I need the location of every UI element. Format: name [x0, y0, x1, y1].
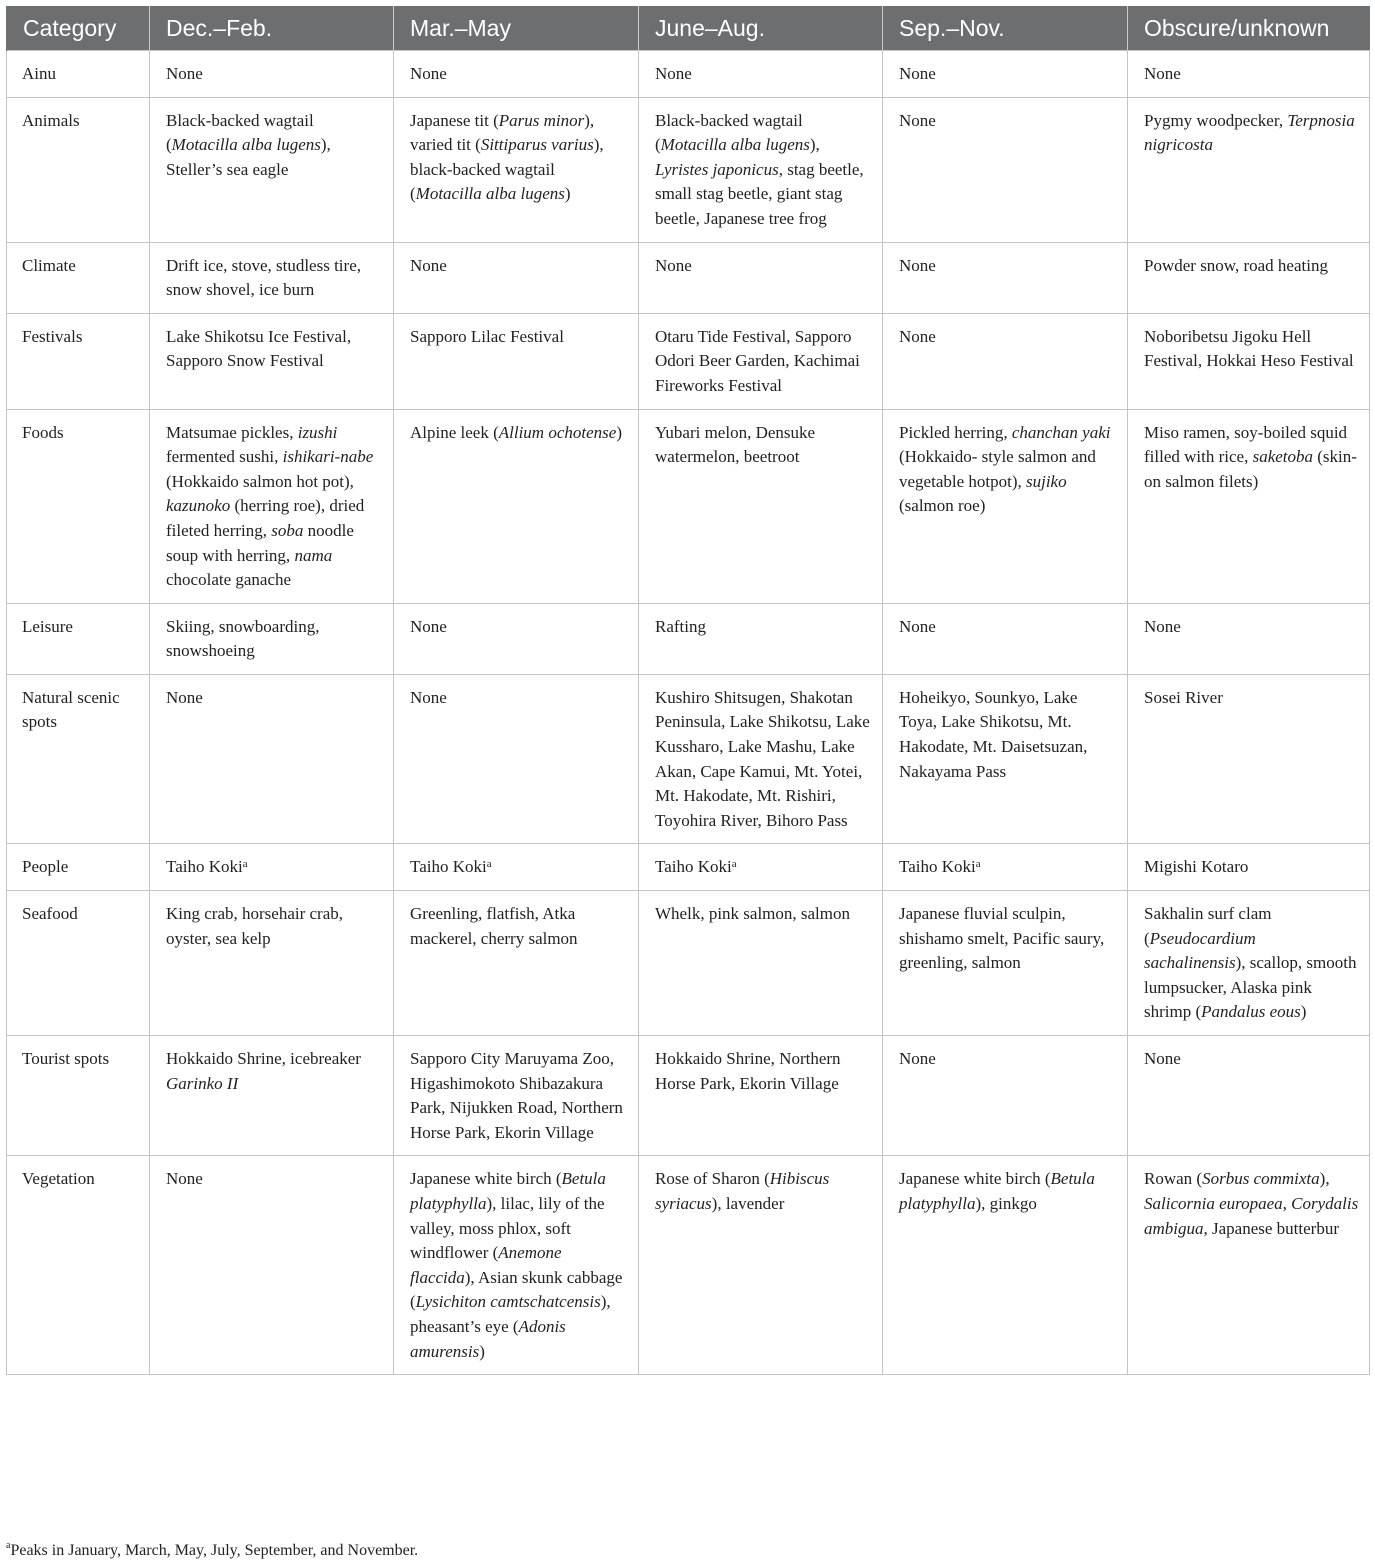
table-cell	[883, 1036, 1128, 1156]
cell-text: ), Steller’s sea eagle	[166, 135, 331, 179]
cell-text: Miso ramen, soy-boiled squid filled with rice,	[1144, 422, 1348, 467]
cell-text: Hokkaido Shrine, icebreaker	[166, 1049, 361, 1068]
italic-text: Pseudocardium sachalinensis	[1144, 928, 1256, 973]
cell-text: (salmon roe)	[899, 496, 986, 516]
footnote-marker: a	[6, 1540, 11, 1551]
table-cell	[639, 97, 883, 242]
cell-text: None	[166, 687, 203, 707]
category-cell: Animals	[7, 97, 150, 242]
cell-text: None	[410, 687, 447, 707]
table-cell	[150, 844, 394, 891]
footnote-ref: a	[486, 858, 492, 871]
category-cell: Seafood	[7, 891, 150, 1036]
cell-text: Sakhalin surf clam (	[1144, 904, 1272, 948]
footnote-ref: a	[242, 858, 248, 871]
table-cell	[1128, 242, 1370, 313]
cell-text: None	[899, 1049, 936, 1068]
italic-text: Lysichiton camtschatcensis	[415, 1292, 601, 1312]
italic-text: sujiko	[1026, 471, 1067, 491]
category-cell: Natural scenic spots	[7, 674, 150, 844]
table-cell	[1128, 97, 1370, 242]
table-cell	[639, 674, 883, 844]
cell-text: ), ginkgo	[975, 1193, 1037, 1213]
cell-text: )	[1300, 1002, 1307, 1022]
table-cell	[1128, 891, 1370, 1036]
cell-text: None	[899, 326, 936, 346]
cell-text: Sapporo City Maruyama Zoo, Higashimokoto Shibazakura Park, Nijukken Road, Northern Horse Park, Ekorin Village	[410, 1049, 623, 1142]
table-cell	[394, 891, 639, 1036]
table-row	[7, 313, 1370, 409]
table-row	[7, 603, 1370, 674]
table-cell	[394, 674, 639, 844]
table-cell	[150, 1036, 394, 1156]
table-cell	[883, 313, 1128, 409]
cell-text: None	[166, 64, 203, 83]
cell-text: Hokkaido Shrine, Northern Horse Park, Ekorin Village	[655, 1049, 841, 1093]
header-sep-nov: Sep.–Nov.	[883, 6, 1128, 51]
cell-text: None	[899, 110, 936, 130]
cell-text: Pickled herring,	[899, 422, 1012, 442]
cell-text: ), Asian skunk cabbage (	[410, 1267, 623, 1312]
table-cell	[883, 603, 1128, 674]
cell-text: Rowan (	[1144, 1169, 1203, 1189]
cell-text: Japanese tit (	[410, 110, 499, 130]
cell-text: Yubari melon, Densuke watermelon, beetroot	[655, 422, 816, 467]
cell-text: Taiho Koki	[655, 857, 732, 877]
cell-text: (skin-on salmon filets)	[1144, 447, 1357, 491]
table-cell	[639, 1156, 883, 1375]
cell-text: Migishi Kotaro	[1144, 857, 1249, 877]
table-cell	[1128, 674, 1370, 844]
table-cell	[1128, 844, 1370, 891]
table-cell	[150, 1156, 394, 1375]
italic-text: Betula platyphylla	[410, 1169, 606, 1213]
cell-text: Matsumae pickles,	[166, 422, 298, 442]
cell-text: Rose of Sharon (	[655, 1169, 770, 1189]
table-cell	[394, 1036, 639, 1156]
cell-text: Taiho Koki	[899, 857, 976, 877]
category-cell: Festivals	[7, 313, 150, 409]
italic-text: soba	[271, 520, 304, 540]
cell-text: Black-backed wagtail (	[166, 110, 314, 155]
table-cell	[394, 1156, 639, 1375]
table-cell	[394, 844, 639, 891]
table-cell	[883, 674, 1128, 844]
cell-text: Greenling, flatfish, Atka mackerel, cherry salmon	[410, 904, 578, 948]
header-row	[7, 6, 1370, 51]
cell-text: ), black-backed wagtail (	[410, 135, 604, 204]
cell-text: , stag beetle, small stag beetle, giant stag beetle, Japanese tree frog	[655, 159, 864, 228]
italic-text: Terpnosia nigricosta	[1144, 110, 1355, 155]
table-cell	[150, 313, 394, 409]
table-cell	[1128, 603, 1370, 674]
category-cell: Climate	[7, 242, 150, 313]
cell-text: ),	[1319, 1169, 1330, 1189]
header-june-aug: June–Aug.	[639, 6, 883, 51]
cell-text: Rafting	[655, 616, 706, 636]
cell-text: None	[1144, 64, 1181, 83]
cell-text: ),	[809, 135, 820, 155]
table-cell	[150, 603, 394, 674]
italic-text: Salicornia europaea	[1144, 1193, 1283, 1213]
table-cell	[394, 97, 639, 242]
italic-text: Motacilla alba lugens	[415, 184, 565, 204]
italic-text: Corydalis ambigua	[1144, 1193, 1359, 1238]
cell-text: Whelk, pink salmon, salmon	[655, 904, 851, 924]
table-row	[7, 844, 1370, 891]
cell-text: )	[479, 1341, 485, 1361]
cell-text: None	[655, 255, 692, 275]
table-cell	[883, 97, 1128, 242]
table-cell	[150, 891, 394, 1036]
cell-text: Kushiro Shitsugen, Shakotan Peninsula, Lake Shikotsu, Lake Kussharo, Lake Mashu, Lake Akan, Cape Kamui, Mt. Yotei, Mt. Hakodate, Mt. Rishiri, Toyohira River, Bihoro Pass	[655, 687, 870, 830]
table-row	[7, 1036, 1370, 1156]
table-cell	[883, 891, 1128, 1036]
cell-text: Alpine leek (	[410, 422, 499, 442]
cell-text: Lake Shikotsu Ice Festival, Sapporo Snow Festival	[166, 326, 352, 371]
header-dec-feb: Dec.–Feb.	[150, 6, 394, 51]
table-cell	[639, 313, 883, 409]
cell-text: Drift ice, stove, studless tire, snow shovel, ice burn	[166, 255, 361, 300]
cell-text: Otaru Tide Festival, Sapporo Odori Beer Garden, Kachimai Fireworks Festival	[655, 326, 860, 395]
table-cell	[1128, 409, 1370, 603]
table-cell	[1128, 313, 1370, 409]
table-cell	[639, 409, 883, 603]
cell-text: None	[1144, 616, 1181, 636]
footnote	[6, 1542, 418, 1560]
italic-text: Sorbus commixta	[1202, 1169, 1320, 1189]
cell-text: None	[655, 64, 692, 83]
category-cell: Foods	[7, 409, 150, 603]
cell-text: Sosei River	[1144, 687, 1223, 707]
table-cell	[394, 242, 639, 313]
table-cell	[639, 844, 883, 891]
table-cell	[639, 1036, 883, 1156]
cell-text: None	[899, 64, 936, 83]
table-cell	[150, 97, 394, 242]
table-cell	[1128, 51, 1370, 98]
cell-text: )	[616, 422, 622, 442]
table-cell	[394, 603, 639, 674]
table-cell	[394, 51, 639, 98]
cell-text: Powder snow, road heating	[1144, 255, 1328, 275]
italic-text: Parus minor	[498, 110, 585, 130]
table-cell	[150, 242, 394, 313]
table-cell	[1128, 1156, 1370, 1375]
cell-text: Pygmy woodpecker,	[1144, 110, 1288, 130]
data-table	[6, 6, 1370, 1375]
cell-text: King crab, horsehair crab, oyster, sea kelp	[166, 904, 344, 948]
italic-text: Betula platyphylla	[899, 1169, 1095, 1213]
cell-text: noodle soup with herring,	[166, 520, 354, 565]
header-category: Category	[7, 6, 150, 51]
category-cell: Leisure	[7, 603, 150, 674]
italic-text: Hibiscus syriacus	[655, 1169, 830, 1213]
cell-text: Sapporo Lilac Festival	[410, 326, 564, 346]
cell-text: Hoheikyo, Sounkyo, Lake Toya, Lake Shikotsu, Mt. Hakodate, Mt. Daisetsuzan, Nakayama Pass	[899, 687, 1088, 781]
italic-text: Sittiparus varius	[480, 135, 594, 155]
italic-text: Anemone flaccida	[410, 1243, 562, 1287]
header-obscure-unknown: Obscure/unknown	[1128, 6, 1370, 51]
italic-text: kazunoko	[166, 496, 231, 516]
cell-text: Noboribetsu Jigoku Hell Festival, Hokkai Heso Festival	[1144, 326, 1354, 371]
italic-text: Garinko II	[166, 1073, 239, 1093]
cell-text: ,	[1282, 1193, 1292, 1213]
cell-text: None	[899, 616, 936, 636]
table-row	[7, 1156, 1370, 1375]
italic-text: Lyristes japonicus	[655, 159, 779, 179]
cell-text: fermented sushi,	[166, 447, 283, 467]
italic-text: chanchan yaki	[1011, 422, 1111, 442]
cell-text: Taiho Koki	[410, 857, 487, 877]
table-body	[7, 51, 1370, 1375]
cell-text: Skiing, snowboarding, snowshoeing	[166, 616, 320, 661]
table-cell	[150, 409, 394, 603]
cell-text: (Hokkaido salmon hot pot),	[166, 471, 354, 491]
cell-text: ), lavender	[711, 1193, 785, 1213]
cell-text: ), scallop, smooth lumpsucker, Alaska pink shrimp (	[1144, 953, 1357, 1022]
table-cell	[639, 891, 883, 1036]
table-cell	[150, 51, 394, 98]
cell-text: Taiho Koki	[166, 857, 243, 877]
table-row	[7, 409, 1370, 603]
table-cell	[150, 674, 394, 844]
table-cell	[394, 409, 639, 603]
header-mar-may: Mar.–May	[394, 6, 639, 51]
table-cell	[883, 409, 1128, 603]
cell-text: chocolate ganache	[166, 570, 292, 590]
cell-text: Black-backed wagtail (	[655, 110, 803, 155]
italic-text: Adonis amurensis	[410, 1316, 566, 1361]
table-row	[7, 97, 1370, 242]
table-cell	[639, 603, 883, 674]
italic-text: Motacilla alba lugens	[171, 135, 321, 155]
table-cell	[639, 242, 883, 313]
cell-text: (herring roe), dried fileted herring,	[166, 496, 365, 540]
italic-text: nama	[294, 545, 333, 565]
italic-text: saketoba	[1252, 447, 1314, 467]
table-row	[7, 51, 1370, 98]
cell-text: (Hokkaido- style salmon and vegetable hotpot),	[899, 447, 1096, 491]
cell-text: Japanese white birch (	[899, 1169, 1051, 1189]
cell-text: , Japanese butterbur	[1203, 1218, 1339, 1238]
table-row	[7, 891, 1370, 1036]
cell-text: None	[166, 1169, 203, 1189]
category-cell: Tourist spots	[7, 1036, 150, 1156]
table-cell	[883, 1156, 1128, 1375]
cell-text: ), pheasant’s eye (	[410, 1292, 611, 1336]
footnote-ref: a	[975, 858, 981, 871]
cell-text: None	[899, 255, 936, 275]
category-cell: Ainu	[7, 51, 150, 98]
table-cell	[883, 844, 1128, 891]
cell-text: None	[410, 255, 447, 275]
category-cell: People	[7, 844, 150, 891]
cell-text: ), varied tit (	[410, 110, 595, 155]
table-cell	[883, 242, 1128, 313]
italic-text: Motacilla alba lugens	[660, 135, 810, 155]
cell-text: )	[564, 184, 571, 204]
table-cell	[1128, 1036, 1370, 1156]
table-row	[7, 674, 1370, 844]
table-cell	[883, 51, 1128, 98]
table-cell	[394, 313, 639, 409]
cell-text: ), lilac, lily of the valley, moss phlox, soft windflower (	[410, 1193, 605, 1263]
category-cell: Vegetation	[7, 1156, 150, 1375]
cell-text: None	[410, 616, 447, 636]
cell-text: None	[1144, 1049, 1181, 1068]
italic-text: ishikari-nabe	[282, 447, 374, 467]
italic-text: izushi	[297, 422, 338, 442]
cell-text: None	[410, 64, 447, 83]
italic-text: Pandalus eous	[1201, 1002, 1301, 1022]
table-cell	[639, 51, 883, 98]
footnote-ref: a	[731, 858, 737, 871]
table-row	[7, 242, 1370, 313]
footnote-text: Peaks in January, March, May, July, September, and November.	[10, 1542, 419, 1559]
cell-text: Japanese fluvial sculpin, shishamo smelt, Pacific saury, greenling, salmon	[899, 904, 1105, 973]
italic-text: Allium ochotense	[498, 422, 617, 442]
cell-text: Japanese white birch (	[410, 1169, 562, 1189]
